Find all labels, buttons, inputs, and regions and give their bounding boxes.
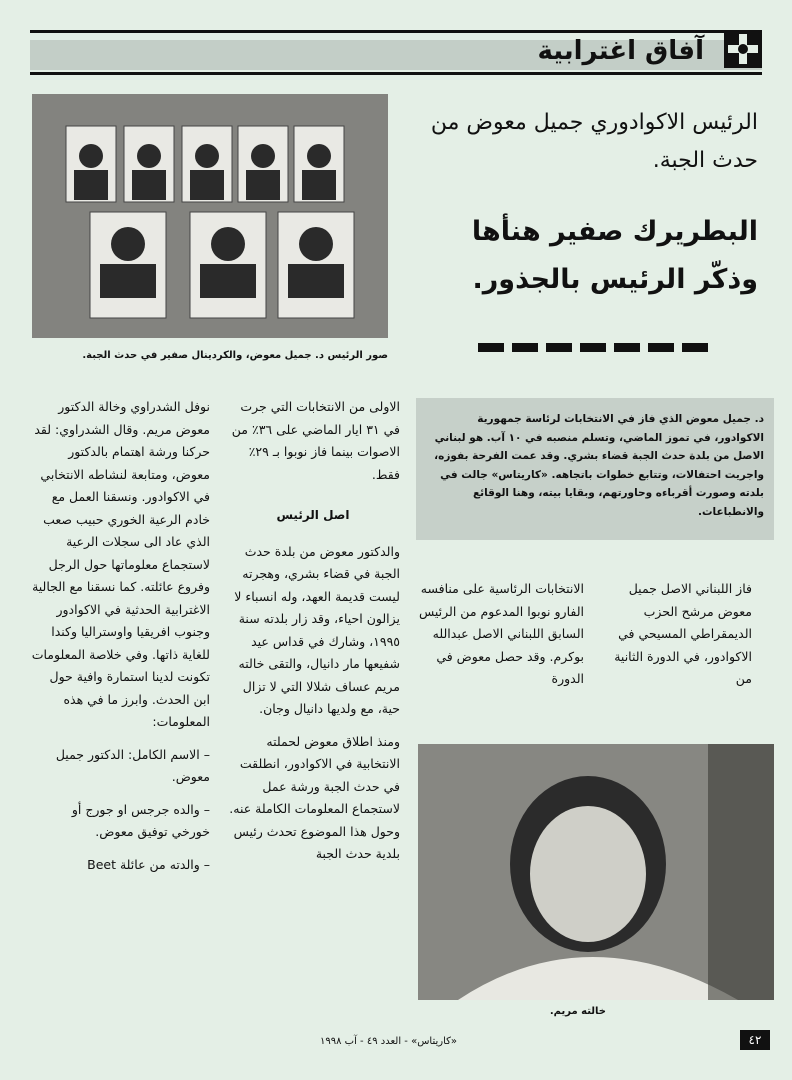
info-item-name: – الاسم الكامل: الدكتور جميل معوض. bbox=[55, 746, 210, 784]
article-column-3 bbox=[226, 396, 400, 866]
page-number: ٤٢ bbox=[740, 1030, 770, 1050]
section-title: آفاق اغترابية bbox=[537, 36, 704, 66]
page-footer: «كاريتاس» - العدد ٤٩ - آب ١٩٩٨ bbox=[320, 1036, 458, 1047]
column-3-paragraph-1: الاولى من الانتخابات التي جرت في ٣١ ايار الماضي على ٣٦٪ من الاصوات بينما فاز نوبوا بـ ٢٩٪ فقط. bbox=[231, 399, 400, 482]
article-column-1: فاز اللبناني الاصل جميل معوض مرشح الحزب الديمقراطي المسيحي في الاكوادور، في الدورة الثانية من bbox=[614, 581, 752, 686]
article-column-4 bbox=[30, 396, 210, 876]
column-3-paragraph-2: والدكتور معوض من بلدة حدث الجبة في قضاء بشري، وهجرته ليست قديمة العهد، وله انسباء لا يزالون احياء، وقد زار بلدته سنة ١٩٩٥، وشارك في قداس عيد شفيعها مار دانيال، والتقى خالته مريم عساف شلالا التي لا تزال حية، مع ولديها دانيال وجان. bbox=[234, 543, 400, 716]
header-underline bbox=[30, 72, 762, 75]
info-item-mother: – والدته من عائلة Beet bbox=[87, 856, 210, 872]
headline-line-2: البطريرك صفير هنأها وذكّر الرئيس بالجذور. bbox=[471, 216, 758, 295]
column-4-paragraph-1: نوفل الشدراوي وخالة الدكتور معوض مريم. وقال الشدراوي: لقد حركنا ورشة اهتمام بالدكتور معوض، ومتابعة لنشاطه الانتخابي في الاكوادور. ونسقنا العمل مع خادم الرعية الخوري حبيب صعب الذي عاد الى سجلات الرعية لاستجماع معلوماتها حول الرجل وفروع عائلته. كما نسقنا مع الجالية الاغترابية الحدثية في الاكوادور وجنوب افريقيا واوستراليا وكندا للغاية ذاتها. وفي خلاصة المعلومات تكونت لدينا استمارة وافية حول ابن الحدث. وابرز ما في هذه المعلومات: bbox=[31, 399, 210, 729]
article-column-2: الانتخابات الرئاسية على منافسه الفارو نوبوا المدعوم من الرئيس السابق اللبناني الاصل عبدالله بوكرم. وقد حصل معوض في الدورة bbox=[418, 581, 584, 686]
lead-paragraph: د. جميل معوض الذي فاز في الانتخابات لرئاسة جمهورية الاكوادور، في تموز الماضي، وتسلم منصبه في ١٠ آب. هو لبناني الاصل من بلدة حدث الجبة قضاء بشري. وقد عمت الفرحة بفوزه، واجريت احتفالات، وتتابع خطوات باتجاهه. «كاريتاس» جالت في بلدته وصورت أقرباءه وحاورتهم، وبقايا بيته، وهنا الوقائع والانطباعات. bbox=[416, 398, 774, 540]
aunt-photo bbox=[418, 744, 774, 1000]
info-item-father: – والده جرجس او جورج أو خورخي توفيق معوض. bbox=[71, 801, 210, 839]
bottom-photo-caption: خالته مريم. bbox=[549, 1006, 606, 1017]
top-photo-caption: صور الرئيس د. جميل معوض، والكردينال صفير في حدث الجبة. bbox=[82, 350, 388, 361]
subheading-president-origin: اصل الرئيس bbox=[276, 508, 350, 522]
headline-line-1: الرئيس الاكوادوري جميل معوض من حدث الجبة. bbox=[430, 110, 758, 173]
caritas-cross-icon bbox=[724, 30, 762, 68]
top-rule bbox=[30, 30, 762, 33]
column-3-paragraph-3: ومنذ اطلاق معوض لحملته الانتخابية في الاكوادور، انطلقت في حدث الجبة ورشة عمل لاستجماع المعلومات الكاملة عنه. وحول هذا الموضوع تحدث رئيس بلدية حدث الجبة bbox=[229, 733, 400, 861]
posters-photo bbox=[32, 94, 388, 338]
dashed-divider bbox=[470, 337, 750, 349]
